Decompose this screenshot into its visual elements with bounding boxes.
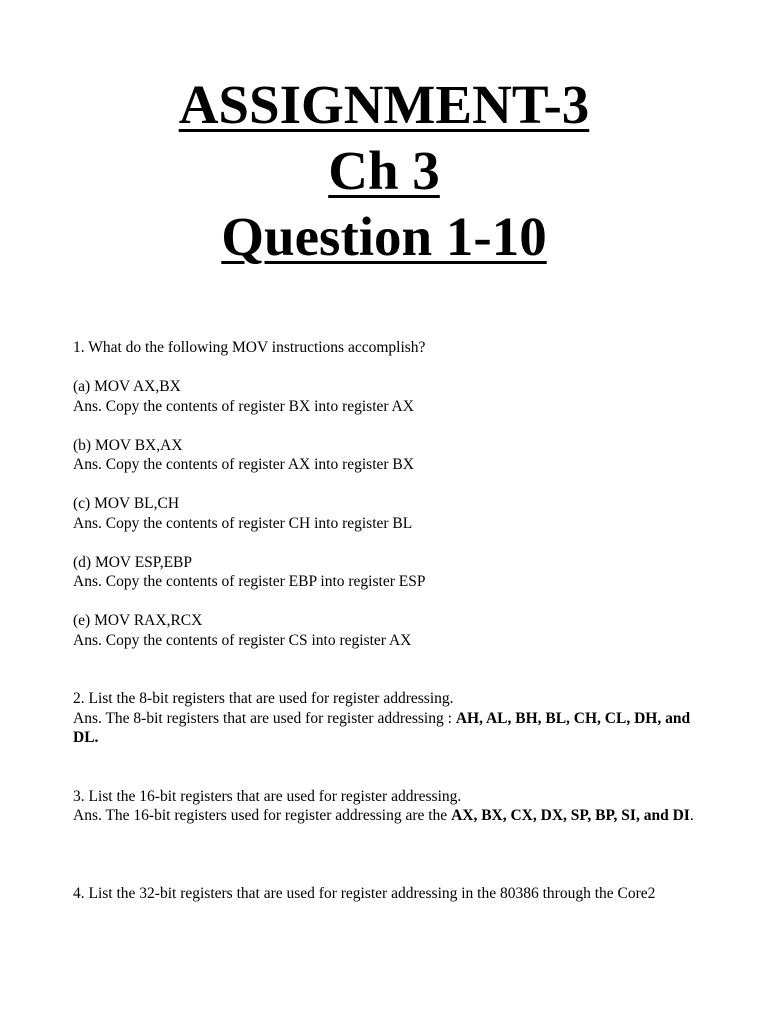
q3-answer-suffix: . — [689, 807, 694, 824]
question-1: 1. What do the following MOV instructions accomplish? — [73, 339, 426, 356]
question-4: 4. List the 32-bit registers that are used for register addressing in the 80386 through the Core2 — [73, 884, 656, 902]
q3-answer-prefix: Ans. The 16-bit registers used for register addressing are the — [73, 807, 452, 824]
q3-answer — [73, 806, 703, 826]
q1-item-e-instruction: (e) MOV RAX,RCX — [73, 612, 203, 629]
q3-answer-registers: AX, BX, CX, DX, SP, BP, SI, and DI — [451, 807, 690, 824]
chapter-title: Ch 3 — [328, 140, 440, 201]
q1-item-e-answer: Ans. Copy the contents of register CS into register AX — [73, 631, 412, 649]
q1-item-d-answer: Ans. Copy the contents of register EBP into register ESP — [73, 573, 426, 590]
q1-item-c-instruction: (c) MOV BL,CH — [73, 495, 180, 512]
q1-item-b-answer: Ans. Copy the contents of register AX into register BX — [73, 456, 414, 473]
q2-answer-prefix: Ans. The 8-bit registers that are used for register addressing : — [73, 709, 456, 727]
question-3: 3. List the 16-bit registers that are used for register addressing. — [73, 787, 462, 805]
q1-item-a-answer: Ans. Copy the contents of register BX into register AX — [73, 397, 414, 415]
q2-answer-registers: AH, AL, BH, BL, CH, CL, DH, and DL. — [73, 709, 691, 746]
q1-item-b-instruction: (b) MOV BX,AX — [73, 436, 183, 454]
document-body — [73, 338, 703, 903]
q1-item-a-instruction: (a) MOV AX,BX — [73, 378, 181, 395]
question-range-title: Question 1-10 — [221, 206, 547, 267]
q1-item-c-answer: Ans. Copy the contents of register CH into register BL — [73, 514, 413, 532]
q2-answer — [73, 709, 703, 748]
q1-item-d-instruction: (d) MOV ESP,EBP — [73, 553, 193, 571]
assignment-title: ASSIGNMENT-3 — [178, 74, 590, 135]
question-2: 2. List the 8-bit registers that are used for register addressing. — [73, 690, 454, 707]
title-block — [0, 72, 768, 270]
